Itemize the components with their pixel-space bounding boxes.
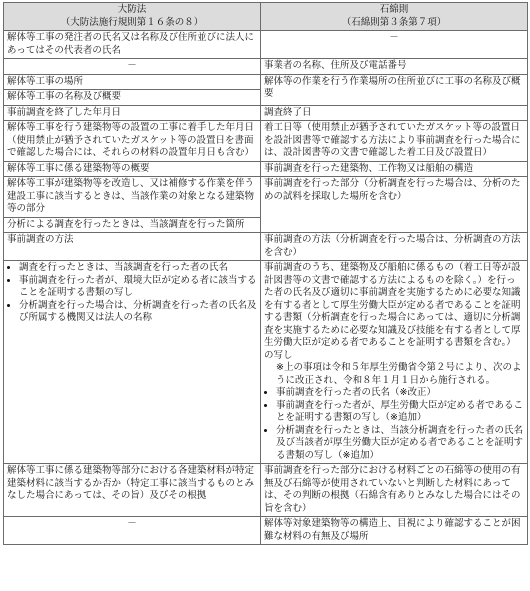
empty-dash-cell: － bbox=[261, 31, 528, 59]
list-item: • 事前調査を行った者が、厚生労働大臣が定める者であることを証明する書類の写し（※追加） bbox=[276, 400, 524, 425]
header-cell-right bbox=[261, 3, 528, 31]
table-row bbox=[4, 121, 528, 162]
table-row bbox=[4, 161, 528, 177]
list-item: • 分析調査を行った場合は、分析調査を行った者の氏名及び所属する機関又は法人の名称 bbox=[19, 300, 257, 325]
cell-right: 解体等の作業を行う作業場所の住所並びに工事の名称及び概要 bbox=[261, 74, 528, 105]
amendment-note: ※上の事項は令和５年厚生労働省令第２号により、次のように改正され、令和８年１月１日から施行される。 bbox=[276, 362, 522, 386]
table-row bbox=[4, 233, 528, 261]
list-item: • 分析調査を行ったときは、当該分析調査を行った者の氏名及び当該者が厚生労働大臣が定める者であることを証明する書類の写し（※追加） bbox=[276, 425, 524, 463]
header-left-title: 大防法 bbox=[117, 4, 147, 15]
cell-left: 分析による調査を行ったときは、当該調査を行った箇所 bbox=[4, 217, 261, 233]
header-cell-left bbox=[4, 3, 261, 31]
bullet-list bbox=[264, 387, 524, 462]
list-item: • 事前調査を行った者が、環境大臣が定める者に該当することを証明する書類の写し bbox=[19, 275, 257, 300]
table-row bbox=[4, 464, 528, 517]
cell-right: 事前調査を行った部分における材料ごとの石綿等の使用の有無及び石綿等が使用されていないと判断した材料にあっては、その判断の根拠（石綿含有ありとみなした場合にはその旨を含む） bbox=[261, 464, 528, 517]
cell-right-main-text: 事前調査のうち、建築物及び船舶に係るもの（着工日等が設計図書等の文書で確認する方法によるものを除く。）を行った者の氏名及び適切に事前調査を実施するために必要な知識を有する者として厚生労働大臣が定める者であることを証明する書類（分析調査を行った場合にあっては、適切に分析調査を実施するために必要な知識及び技能を有する者として厚生労働大臣が定める者であることを証明する書類を含む。）の写し bbox=[264, 262, 521, 361]
cell-left: 解体等工事が建築物等を改造し、又は補修する作業を伴う建設工事に該当するときは、当該作業の対象となる建築物等の部分 bbox=[4, 177, 261, 218]
header-left-subtitle: （大防法施行規則第１６条の８） bbox=[60, 16, 204, 28]
cell-right: 調査終了日 bbox=[261, 105, 528, 121]
header-right-subtitle: （石綿則第３条第７項） bbox=[341, 16, 447, 28]
comparison-table bbox=[3, 2, 528, 545]
table-row bbox=[4, 177, 528, 218]
cell-left: 解体等工事の発注者の氏名又は名称及び住所並びに法人にあってはその代表者の氏名 bbox=[4, 31, 261, 59]
cell-left: 事前調査の方法 bbox=[4, 233, 261, 261]
table-row bbox=[4, 31, 528, 59]
table-row bbox=[4, 517, 528, 545]
table-row bbox=[4, 74, 528, 90]
header-right-title: 石綿則 bbox=[379, 4, 409, 15]
empty-dash-cell: － bbox=[4, 59, 261, 75]
header-row bbox=[4, 3, 528, 31]
cell-left bbox=[4, 261, 261, 464]
table-row bbox=[4, 105, 528, 121]
cell-left: 解体等工事に係る建築物等部分における各建築材料が特定建築材料に該当するか否か（特定工事に該当するものとみなした場合にあっては、その旨）及びその根拠 bbox=[4, 464, 261, 517]
cell-right: 解体等対象建築物等の構造上、目視により確認することが困難な材料の有無及び場所 bbox=[261, 517, 528, 545]
cell-right: 事前調査を行った部分（分析調査を行った場合は、分析のための試料を採取した場所を含む） bbox=[261, 177, 528, 233]
cell-left: 解体等工事を行う建築物等の設置の工事に着手した年月日（使用禁止が猶予されていたガスケット等の設置日を書面で確認した場合には、それらの材料の設置年月日も含む） bbox=[4, 121, 261, 162]
list-item: • 事前調査を行った者の氏名（※改正） bbox=[276, 387, 524, 400]
cell-left: 解体等工事の名称及び概要 bbox=[4, 90, 261, 106]
cell-right: 事業者の名称、住所及び電話番号 bbox=[261, 59, 528, 75]
list-item: • 調査を行ったときは、当該調査を行った者の氏名 bbox=[19, 262, 257, 275]
cell-right bbox=[261, 261, 528, 464]
bullet-list bbox=[7, 262, 257, 325]
table-row bbox=[4, 59, 528, 75]
cell-left: 解体等工事の場所 bbox=[4, 74, 261, 90]
cell-left: 解体等工事に係る建築物等の概要 bbox=[4, 161, 261, 177]
table-row bbox=[4, 261, 528, 464]
cell-right: 事前調査の方法（分析調査を行った場合は、分析調査の方法を含む） bbox=[261, 233, 528, 261]
cell-left: 事前調査を終了した年月日 bbox=[4, 105, 261, 121]
cell-right: 着工日等（使用禁止が猶予されていたガスケット等の設置日を設計図書等で確認する方法により事前調査を行った場合には、設計図書等の文書で確認した着工日及び設置日） bbox=[261, 121, 528, 162]
cell-right: 事前調査を行った建築物、工作物又は船舶の構造 bbox=[261, 161, 528, 177]
empty-dash-cell: － bbox=[4, 517, 261, 545]
